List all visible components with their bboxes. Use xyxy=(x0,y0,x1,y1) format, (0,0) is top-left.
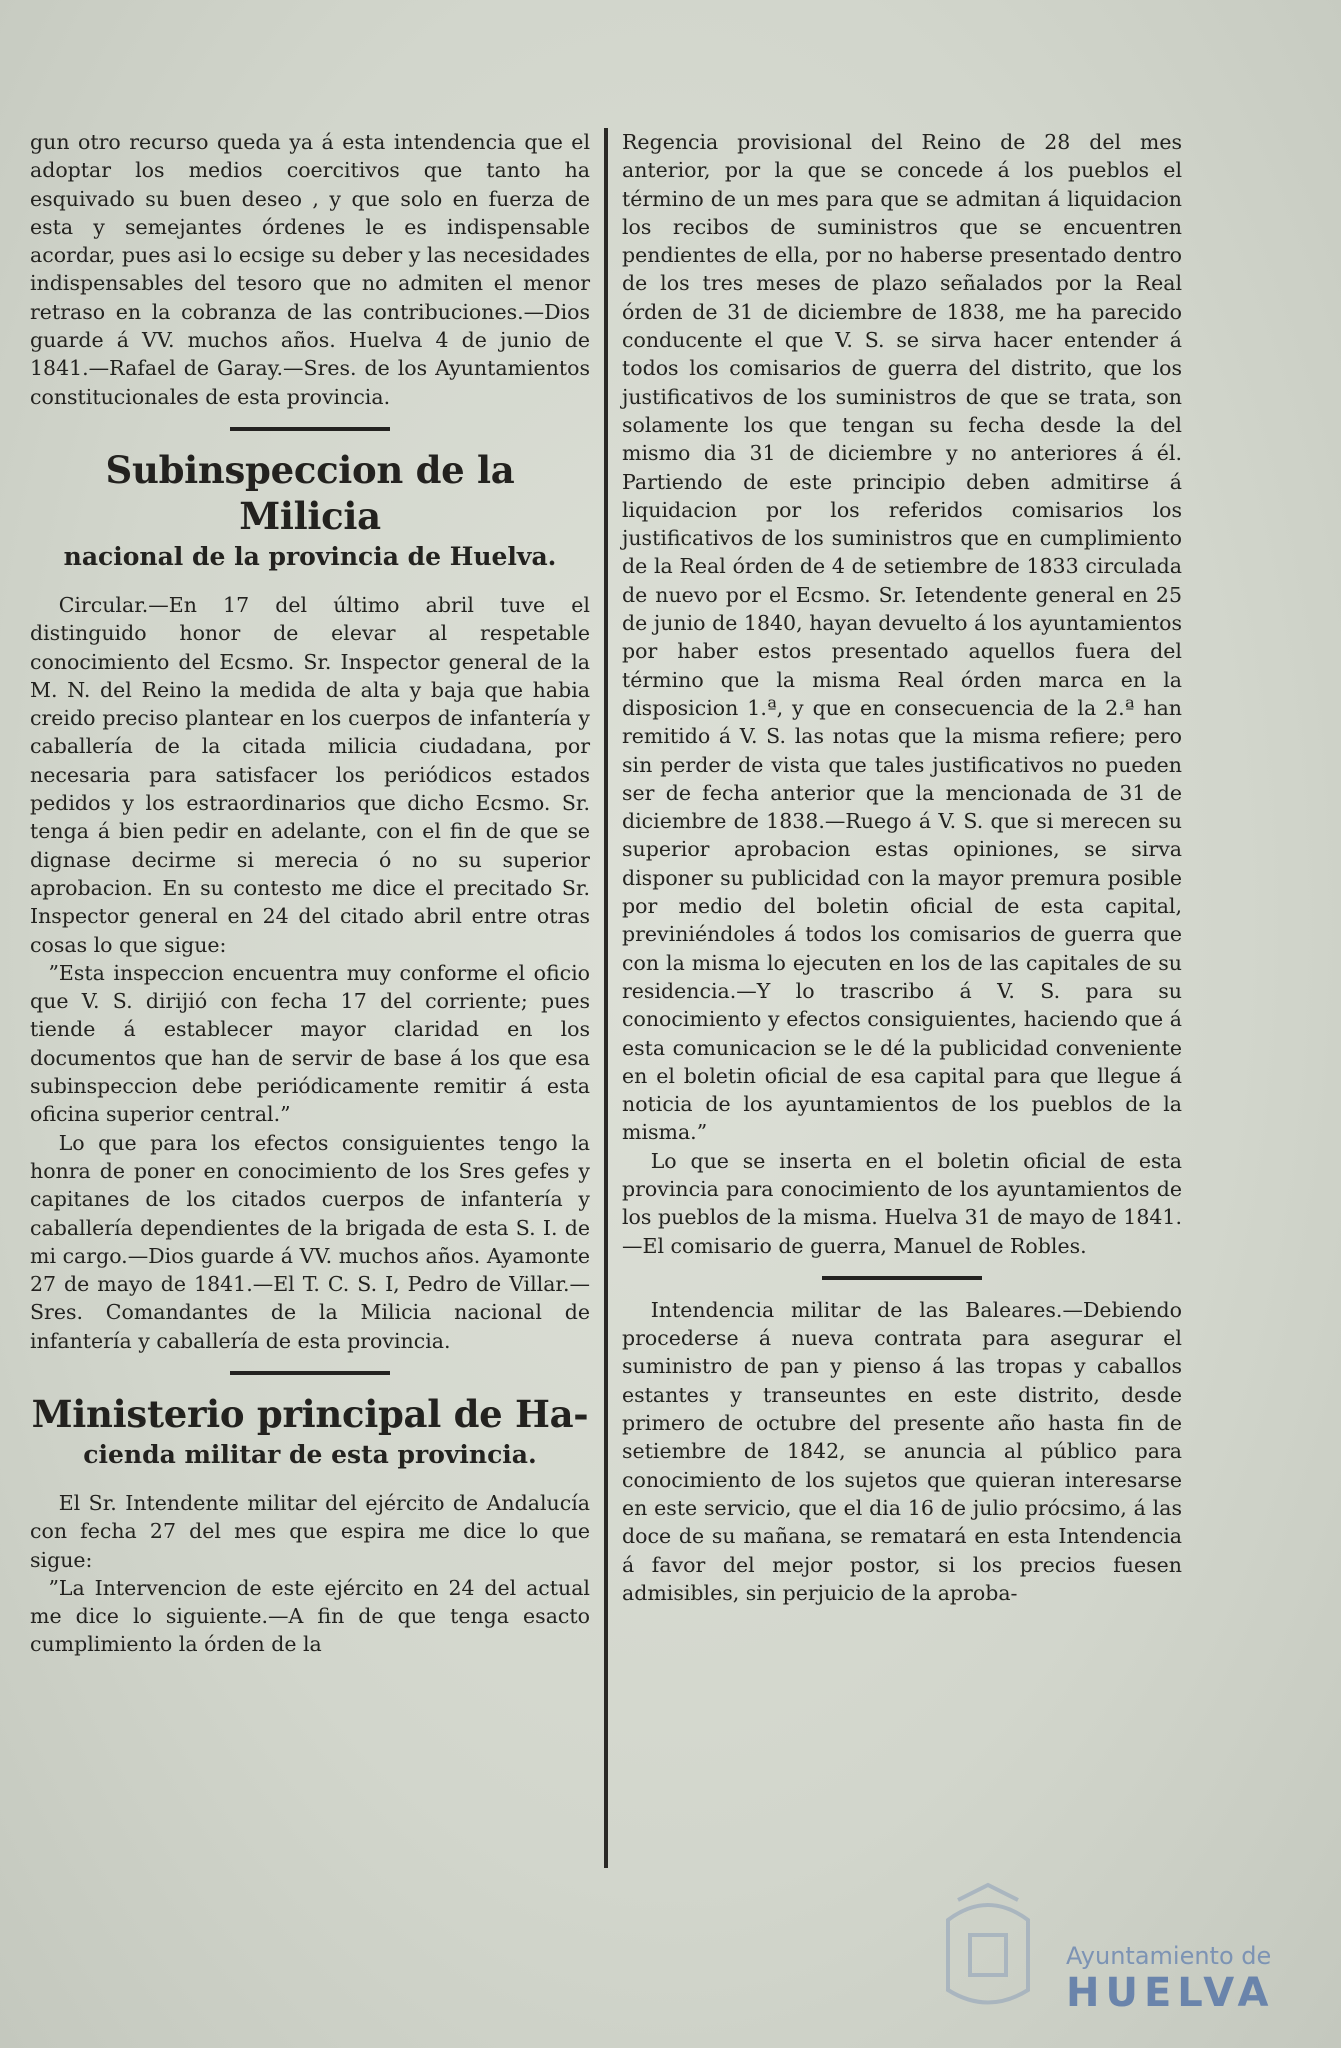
intendente-paragraph: El Sr. Intendente militar del ejército de Andalucía con fecha 27 del mes que espira me dice lo que sigue: xyxy=(30,1490,590,1572)
baleares-paragraph: Intendencia militar de las Baleares.—Debiendo procederse á nueva contrata para asegurar el suministro de pan y pienso á las tropas y caballos estantes y transeuntes en este distrito, desde primero de octubre del presente año hasta fin de setiembre de 1842, se anuncia al público para conocimiento de los sujetos que quieran interesarse en este servicio, que el dia 16 de julio prócsimo, á las doce de su mañana, se rematará en esta Intendencia á favor del mejor postor, si los precios fuesen admisibles, sin perjuicio de la aproba- xyxy=(622,1297,1182,1605)
section-divider xyxy=(822,1276,982,1280)
conclusion-paragraph: Lo que para los efectos consiguientes tengo la honra de poner en conocimiento de los Sres gefes y capitanes de los citados cuerpos de infantería y caballería dependientes de la brigada de esta S. I. de mi cargo.—Dios guarde á VV. muchos años. Ayamonte 27 de mayo de 1841.—El T. C. S. I, Pedro de Villar.—Sres. Comandantes de la Milicia nacional de infantería y caballería de esta provincia. xyxy=(30,1130,590,1353)
section-subtitle-milicia: nacional de la provincia de Huelva. xyxy=(63,541,557,571)
column-rule xyxy=(604,128,608,1868)
right-column xyxy=(622,128,1182,1607)
circular-paragraph: Circular.—En 17 del último abril tuve el distinguido honor de elevar al respetable conocimiento del Ecsmo. Sr. Inspector general de la M. N. del Reino la medida de alta y baja que habia creido preciso plantear en los cuerpos de infantería y caballería de la citada milicia ciudadana, por necesaria para satisfacer los periódicos estados pedidos y los estraordinarios que dicho Ecsmo. Sr. tenga á bien pedir en adelante, con el fin de que se dignase decirme si merecia ó no su superior aprobacion. En su contesto me dice el precitado Sr. Inspector general en 24 del citado abril entre otras cosas lo que sigue: xyxy=(30,592,590,957)
watermark-line1: Ayuntamiento de xyxy=(1066,1942,1272,1970)
section-divider xyxy=(230,1371,390,1375)
regencia-continuation: Regencia provisional del Reino de 28 del mes anterior, por la que se concede á los pueblos el término de un mes para que se admitan á liquidacion los recibos de suministros que se encuentren pendientes de ella, por no haberse presentado dentro de los tres meses de plazo señalados por la Real órden de 31 de diciembre de 1838, me ha parecido conducente el que V. S. se sirva hacer entender á todos los comisarios de guerra del distrito, que los justificativos de los suministros de que se trata, son solamente los que tengan su fecha desde la del mismo dia 31 de diciembre y no anteriores á él. Partiendo de este principio deben admitirse á liquidacion por los referidos comisarios los justificativos de los suministros que en cumplimiento de la Real órden de 4 de setiembre de 1833 circulada de nuevo por el Ecsmo. Sr. Ietendente general en 25 de junio de 1840, hayan devuelto á los ayuntamientos por haber estos presentado aquellos fuera del término que la misma Real órden marca en la disposicion 1.ª, y que en consecuencia de la 2.ª han remitido á V. S. las notas que la misma refiere; pero sin perder de vista que tales justificativos no pueden ser de fecha anterior que la mencionada de 31 de diciembre de 1838.—Ruego á V. S. que si merecen su superior aprobacion estas opiniones, se sirva disponer su publicidad con la mayor premura posible por medio del boletin oficial de esta capital, previniéndoles á todos los comisarios de guerra que con la misma lo ejecuten en los de las capitales de su residencia.—Y lo trascribo á V. S. para su conocimiento y efectos consiguientes, haciendo que á esta comunicacion se le dé la publicidad conveniente en el boletin oficial de esa capital para que llegue á noticia de los ayuntamientos de los pueblos de la misma.” xyxy=(622,130,1182,1145)
article-continuation: gun otro recurso queda ya á esta intendencia que el adoptar los medios coercitivos que tanto ha esquivado su buen deseo , y que solo en fuerza de esta y semejantes órdenes le es indispensable acordar, pues asi lo ecsige su deber y las necesidades indispensables del tesoro que no admiten el menor retraso en la cobranza de las contribuciones.—Dios guarde á VV. muchos años. Huelva 4 de junio de 1841.—Rafael de Garay.—Sres. de los Ayuntamientos constitucionales de esta provincia. xyxy=(30,130,590,409)
boletin-paragraph: Lo que se inserta en el boletin oficial de esta provincia para conocimiento de los ayuntamientos de los pueblos de la misma. Huelva 31 de mayo de 1841.—El comisario de guerra, Manuel de Robles. xyxy=(622,1148,1182,1258)
section-divider xyxy=(230,427,390,431)
intervencion-quote-start: ”La Intervencion de este ejército en 24 del actual me dice lo siguiente.—A fin de que tenga esacto cumplimiento la órden de la xyxy=(30,1575,590,1657)
left-column xyxy=(30,128,590,1659)
section-title-milicia: Subinspeccion de la Milicia xyxy=(105,447,515,538)
watermark-line2: HUELVA xyxy=(1066,1970,1275,2016)
section-subtitle-hacienda: cienda militar de esta provincia. xyxy=(83,1439,537,1469)
inspection-quote: ”Esta inspeccion encuentra muy conforme el oficio que V. S. dirijió con fecha 17 del corriente; pues tiende á establecer mayor claridad en los documentos que han de servir de base á los que esa subinspeccion debe periódicamente remitir á esta oficina superior central.” xyxy=(30,960,590,1127)
section-title-hacienda: Ministerio principal de Ha- xyxy=(31,1391,589,1436)
